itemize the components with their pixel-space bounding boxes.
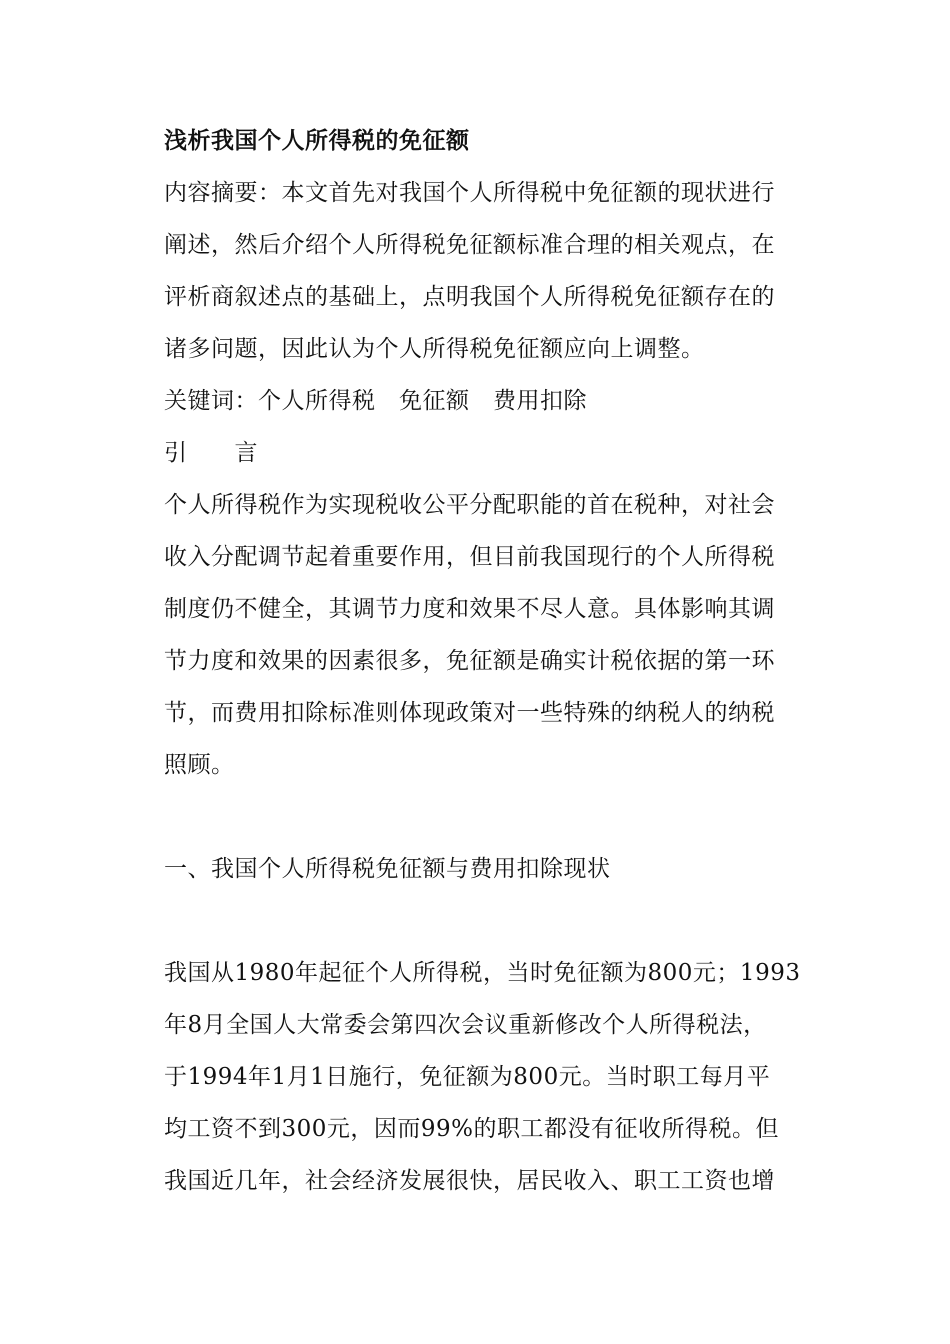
abstract-line-3: 评析商叙述点的基础上，点明我国个人所得税免征额存在的 (164, 284, 775, 310)
section1-line-4: 均工资不到300元，因而99%的职工都没有征收所得税。但 (164, 1116, 780, 1142)
section1-heading: 一、我国个人所得税免征额与费用扣除现状 (164, 856, 611, 882)
section1-line-3: 于1994年1月1日施行，免征额为800元。当时职工每月平 (164, 1064, 771, 1090)
intro-line-4: 节力度和效果的因素很多，免征额是确实计税依据的第一环 (164, 648, 775, 674)
section1-line-1: 我国从1980年起征个人所得税，当时免征额为800元；1993 (164, 960, 801, 986)
abstract-line-4: 诸多问题，因此认为个人所得税免征额应向上调整。 (164, 336, 705, 362)
abstract-line-2: 阐述，然后介绍个人所得税免征额标准合理的相关观点，在 (164, 232, 775, 258)
intro-line-5: 节，而费用扣除标准则体现政策对一些特殊的纳税人的纳税 (164, 700, 775, 726)
section1-line-5: 我国近几年，社会经济发展很快，居民收入、职工工资也增 (164, 1168, 775, 1194)
intro-line-2: 收入分配调节起着重要作用，但目前我国现行的个人所得税 (164, 544, 775, 570)
abstract-line-1: 内容摘要：本文首先对我国个人所得税中免征额的现状进行 (164, 180, 775, 206)
intro-heading: 引 言 (164, 440, 258, 466)
keywords-line: 关键词：个人所得税 免征额 费用扣除 (164, 388, 587, 414)
intro-line-6: 照顾。 (164, 752, 235, 778)
section1-line-2: 年8月全国人大常委会第四次会议重新修改个人所得税法， (164, 1012, 767, 1038)
document-title: 浅析我国个人所得税的免征额 (164, 127, 470, 154)
intro-line-1: 个人所得税作为实现税收公平分配职能的首在税种，对社会 (164, 492, 775, 518)
intro-line-3: 制度仍不健全，其调节力度和效果不尽人意。具体影响其调 (164, 596, 775, 622)
